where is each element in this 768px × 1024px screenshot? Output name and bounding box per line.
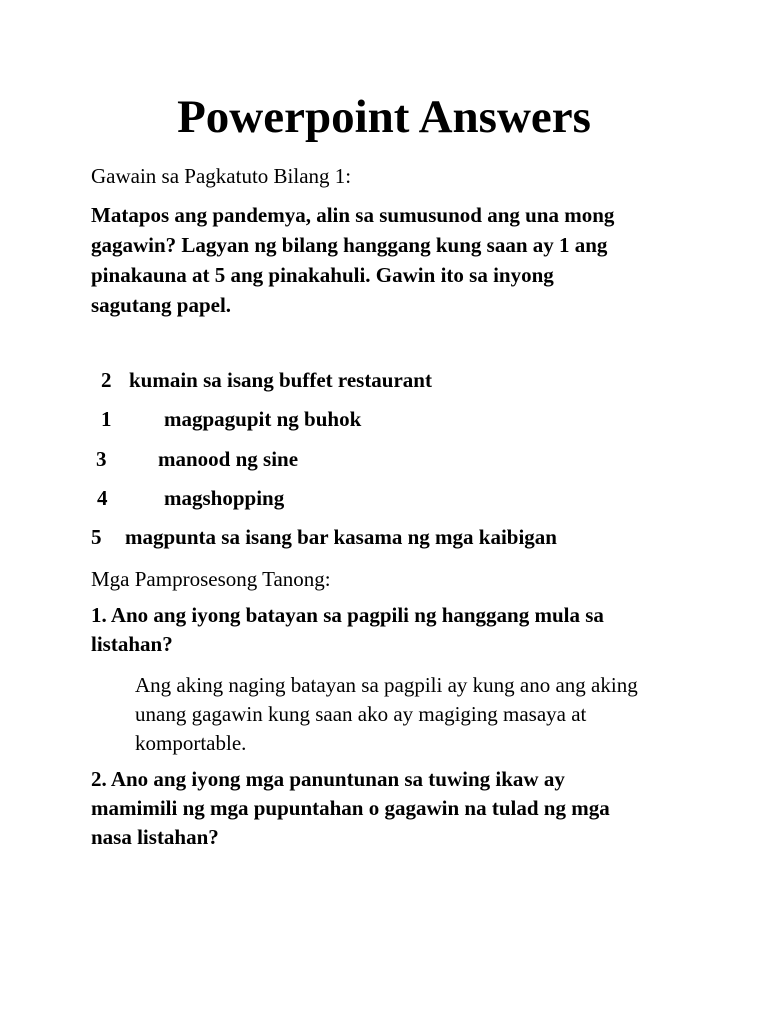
question-line: listahan?	[91, 632, 173, 656]
ranked-item-number: 3	[96, 447, 107, 471]
answer-line: Ang aking naging batayan sa pagpili ay kung ano ang aking	[135, 673, 638, 697]
question-line: mamimili ng mga pupuntahan o gagawin na tulad ng mga	[91, 796, 610, 820]
question-2	[91, 765, 610, 852]
ranked-item-number: 5	[91, 525, 102, 549]
page-title: Powerpoint Answers	[177, 91, 591, 143]
ranked-item-number: 1	[101, 407, 112, 431]
ranked-item-text: manood ng sine	[158, 447, 299, 471]
question-line: 1. Ano ang iyong batayan sa pagpili ng hanggang mula sa	[91, 603, 604, 627]
question-1	[91, 601, 604, 659]
answer-line: komportable.	[135, 731, 247, 755]
ranked-item-text: magpagupit ng buhok	[164, 407, 362, 431]
answer-line: unang gagawin kung saan ako ay magiging masaya at	[135, 702, 587, 726]
instructions-paragraph	[91, 200, 614, 320]
instructions-line: sagutang papel.	[91, 293, 232, 317]
question-line: nasa listahan?	[91, 825, 219, 849]
ranked-item-text: magpunta sa isang bar kasama ng mga kaibigan	[125, 525, 557, 549]
activity-label: Gawain sa Pagkatuto Bilang 1:	[91, 164, 352, 188]
answer-1	[135, 671, 638, 758]
instructions-line: Matapos ang pandemya, alin sa sumusunod ang una mong	[91, 203, 615, 227]
ranked-item-text: magshopping	[164, 486, 285, 510]
processing-questions-heading: Mga Pamprosesong Tanong:	[91, 567, 331, 591]
ranked-item-number: 2	[101, 368, 112, 392]
instructions-line: gagawin? Lagyan ng bilang hanggang kung saan ay 1 ang	[91, 233, 608, 257]
ranked-item-number: 4	[97, 486, 108, 510]
instructions-line: pinakauna at 5 ang pinakahuli. Gawin ito sa inyong	[91, 263, 554, 287]
ranked-item-text: kumain sa isang buffet restaurant	[129, 368, 432, 392]
question-line: 2. Ano ang iyong mga panuntunan sa tuwing ikaw ay	[91, 767, 565, 791]
